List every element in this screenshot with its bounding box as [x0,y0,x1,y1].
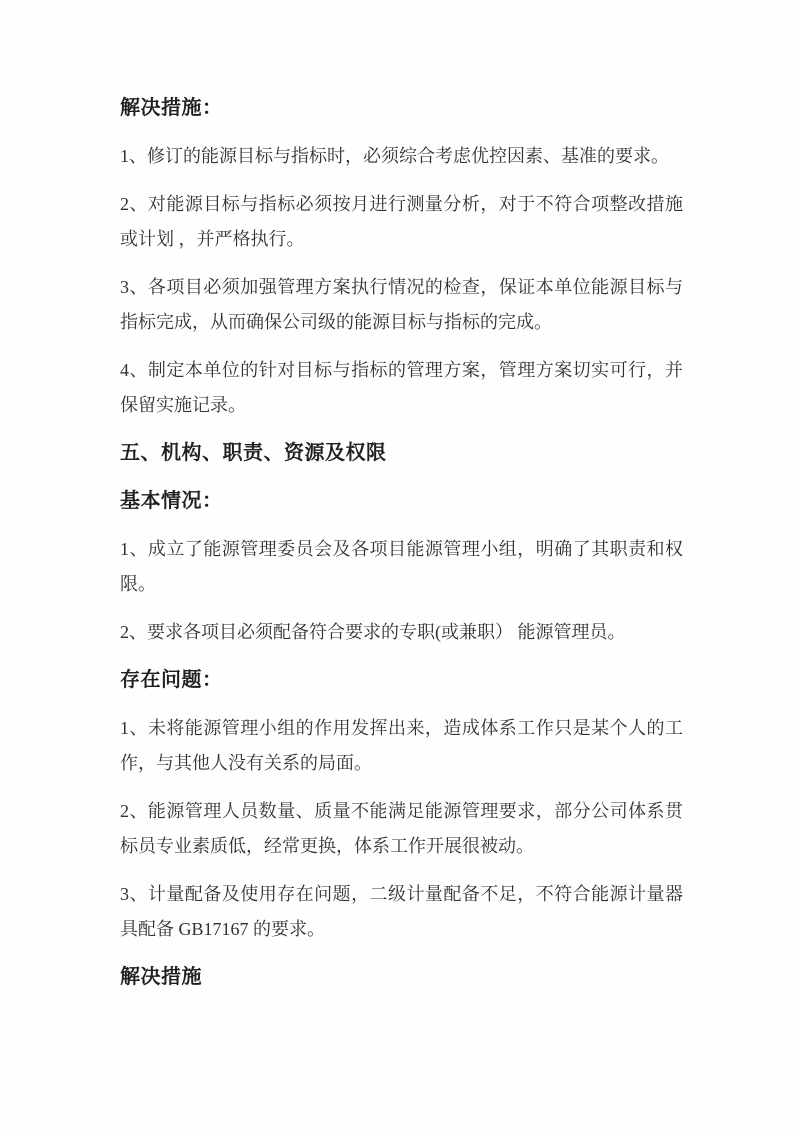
paragraph: 1、未将能源管理小组的作用发挥出来，造成体系工作只是某个人的工作，与其他人没有关系的局面。 [120,718,683,773]
paragraph: 2、要求各项目必须配备符合要求的专职(或兼职） 能源管理员。 [120,622,626,642]
paragraph: 4、制定本单位的针对目标与指标的管理方案，管理方案切实可行，并保留实施记录。 [120,360,683,415]
paragraph: 2、对能源目标与指标必须按月进行测量分析，对于不符合项整改措施或计划 ，并严格执行。 [120,194,683,249]
paragraph: 2、能源管理人员数量、质量不能满足能源管理要求，部分公司体系贯标员专业素质低，经常更换，体系工作开展很被动。 [120,801,683,856]
section-heading-chapter-five: 五、机构、职责、资源及权限 [120,442,387,464]
section-heading-solutions: 解决措施： [120,97,223,119]
document-body [120,91,683,1008]
section-heading-solutions-2: 解决措施 [120,966,202,988]
paragraph: 3、计量配备及使用存在问题，二级计量配备不足，不符合能源计量器具配备 GB17167 的要求。 [120,884,683,939]
section-heading-problems: 存在问题： [120,669,223,691]
paragraph: 1、成立了能源管理委员会及各项目能源管理小组，明确了其职责和权限。 [120,539,683,594]
paragraph: 1、修订的能源目标与指标时，必须综合考虑优控因素、基准的要求。 [120,146,669,166]
section-heading-basic-info: 基本情况： [120,490,223,512]
paragraph: 3、各项目必须加强管理方案执行情况的检查，保证本单位能源目标与指标完成，从而确保公司级的能源目标与指标的完成。 [120,277,683,332]
